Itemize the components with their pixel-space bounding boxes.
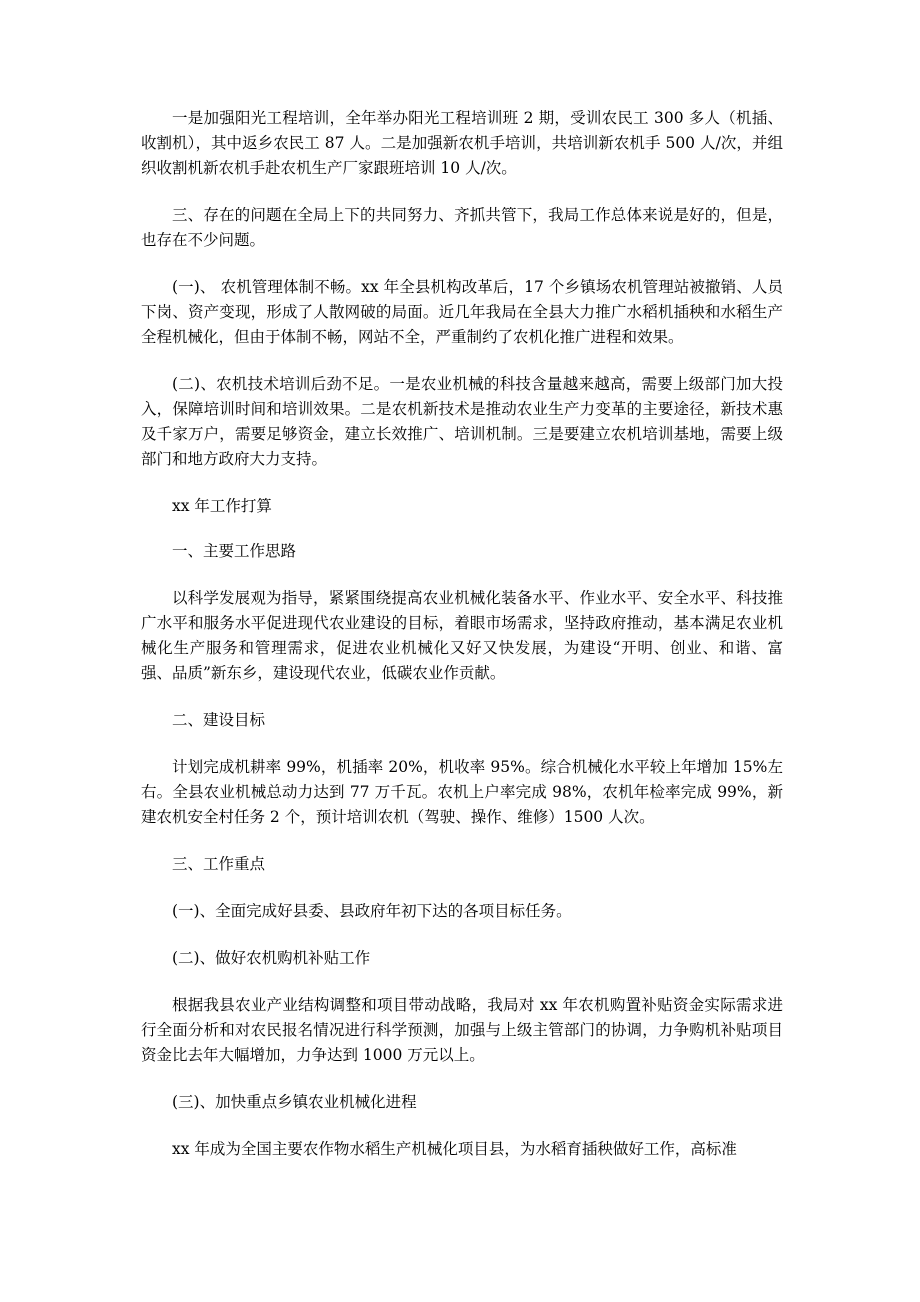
document-body [141, 106, 783, 1162]
paragraph-training-shortfall: (二)、农机技术培训后劲不足。一是农业机械的科技含量越来越高，需要上级部门加大投入，保障培训时间和培训效果。二是农机新技术是推动农业生产力变革的主要途径，新技术惠及千家万户，需要足够资金，建立长效推广、培训机制。三是要建立农机培训基地，需要上级部门和地方政府大力支持。 [141, 375, 783, 468]
paragraph-subsidy: 根据我县农业产业结构调整和项目带动战略，我局对 xx 年农机购置补贴资金实际需求进行全面分析和对农民报名情况进行科学预测，加强与上级主管部门的协调，力争购机补贴项目资金比去年大幅增加，力争达到 1000 万元以上。 [141, 996, 783, 1064]
paragraph-guiding-ideas: 以科学发展观为指导，紧紧围绕提高农业机械化装备水平、作业水平、安全水平、科技推广水平和服务水平促进现代农业建设的目标，着眼市场需求，坚持政府推动，基本满足农业机械化生产服务和管理需求，促进农业机械化又好又快发展，为建设“开明、创业、和谐、富强、品质”新东乡，建设现代农业，低碳农业作贡献。 [141, 589, 783, 682]
paragraph-priority-three: (三)、加快重点乡镇农业机械化进程 [172, 1093, 417, 1111]
section-heading-priorities: 三、工作重点 [172, 855, 266, 873]
paragraph-targets: 计划完成机耕率 99%，机插率 20%，机收率 95%。综合机械化水平较上年增加 15%左右。全县农业机械总动力达到 77 万千瓦。农机上户率完成 98%，农机年检率完成 99%，新建农机安全村任务 2 个，预计培训农机（驾驶、操作、维修）1500 人次。 [141, 758, 783, 826]
paragraph-management-system: (一)、 农机管理体制不畅。xx 年全县机构改革后，17 个乡镇场农机管理站被撤销、人员下岗、资产变现，形成了人散网破的局面。近几年我局在全县大力推广水稻机插秧和水稻生产全程机械化，但由于体制不畅，网站不全，严重制约了农机化推广进程和效果。 [141, 278, 783, 346]
section-heading-targets: 二、建设目标 [172, 711, 266, 729]
paragraph-priority-one: (一)、全面完成好县委、县政府年初下达的各项目标任务。 [172, 902, 572, 920]
paragraph-priority-two: (二)、做好农机购机补贴工作 [172, 949, 371, 967]
paragraph-sunshine-training: 一是加强阳光工程培训，全年举办阳光工程培训班 2 期，受训农民工 300 多人（机插、收割机），其中返乡农民工 87 人。二是加强新农机手培训，共培训新农机手 500 人/次，并组织收割机新农机手赴农机生产厂家跟班培训 10 人/次。 [141, 109, 783, 177]
section-heading-work-plan: xx 年工作打算 [172, 497, 272, 515]
paragraph-rice-mechanization: xx 年成为全国主要农作物水稻生产机械化项目县，为水稻育插秧做好工作，高标准 [172, 1140, 737, 1158]
section-heading-main-ideas: 一、主要工作思路 [172, 542, 297, 560]
paragraph-problems-intro: 三、存在的问题在全局上下的共同努力、齐抓共管下，我局工作总体来说是好的，但是，也存在不少问题。 [141, 206, 783, 249]
